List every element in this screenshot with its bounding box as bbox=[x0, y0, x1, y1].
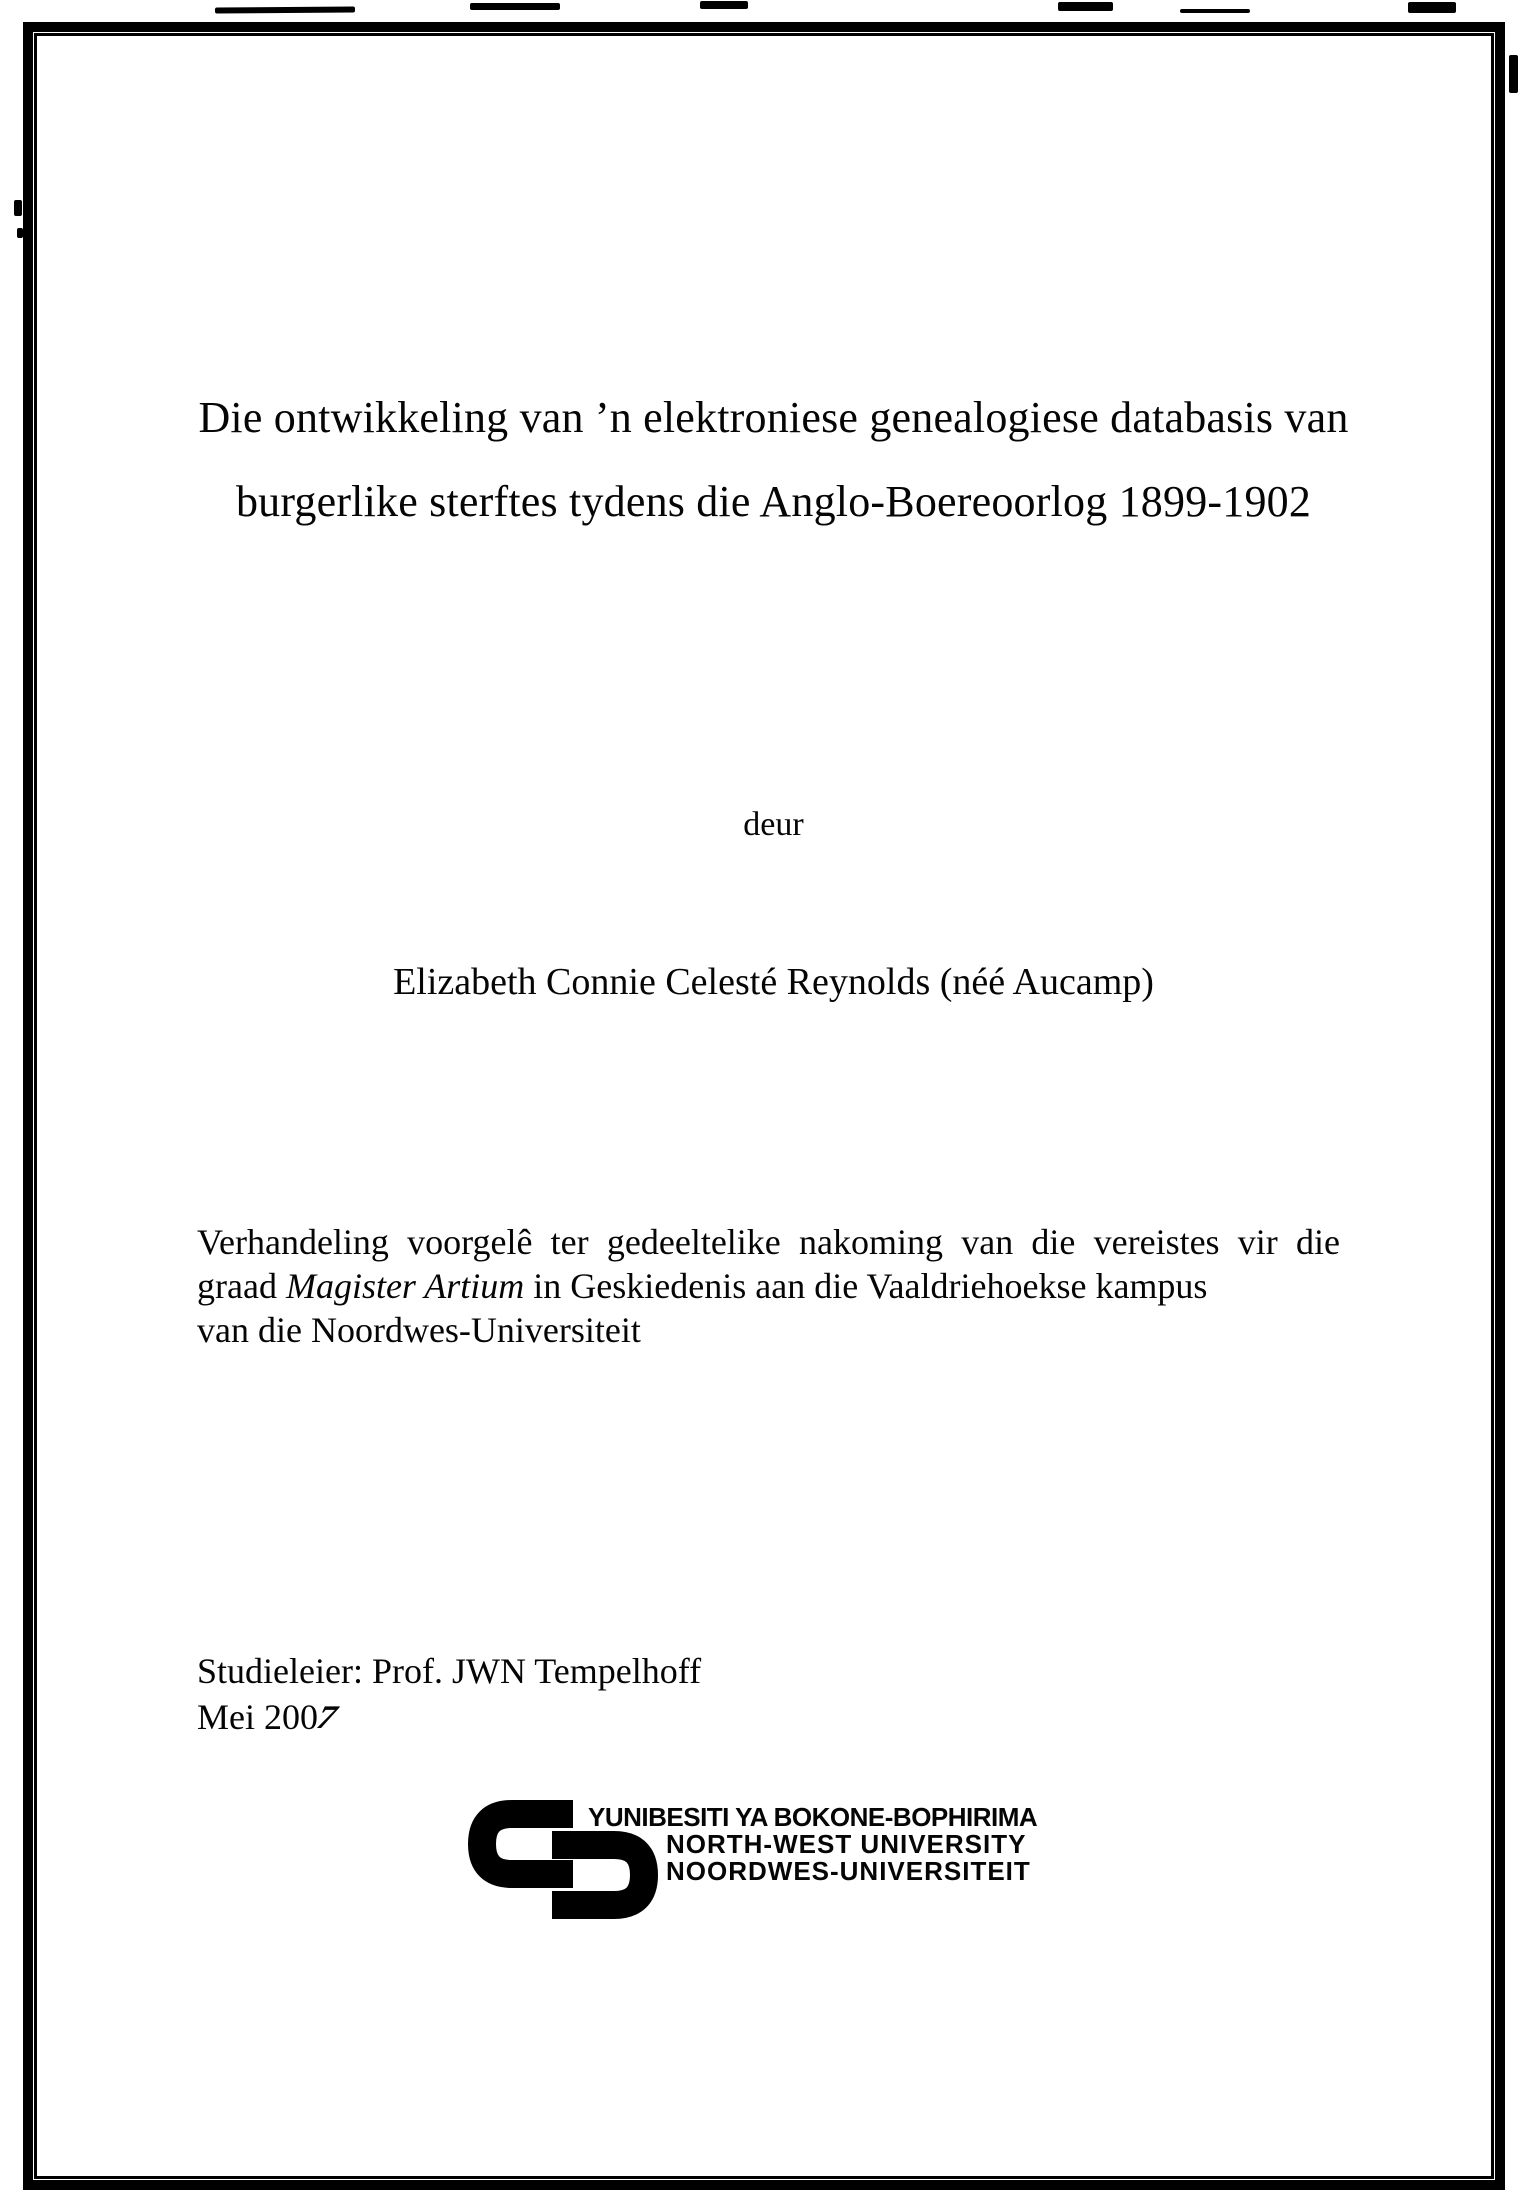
logo-line-english: NORTH-WEST UNIVERSITY bbox=[666, 1829, 1027, 1859]
supervisor-block bbox=[197, 1648, 701, 1740]
date-prefix: Mei 200 bbox=[197, 1697, 318, 1737]
scan-artifact bbox=[1509, 55, 1518, 93]
submission-statement bbox=[197, 1220, 1340, 1352]
scan-artifact bbox=[1180, 9, 1250, 13]
logo-line-setswana: YUNIBESITI YA BOKONE-BOPHIRIMA bbox=[588, 1802, 1038, 1832]
submission-line-2-suffix: in Geskiedenis aan die Vaaldriehoekse kampus bbox=[524, 1266, 1208, 1306]
date-last-digit: 7 bbox=[309, 1698, 345, 1736]
submission-line-3: van die Noordwes-Universiteit bbox=[197, 1310, 641, 1350]
scan-artifact bbox=[700, 1, 748, 9]
logo-line-afrikaans: NOORDWES-UNIVERSITEIT bbox=[666, 1856, 1031, 1886]
author-name: Elizabeth Connie Celesté Reynolds (néé Aucamp) bbox=[393, 961, 1154, 1003]
scan-artifact bbox=[1408, 2, 1456, 13]
date-line bbox=[197, 1694, 701, 1740]
university-logo-text bbox=[588, 1804, 1037, 1885]
submission-line-2 bbox=[197, 1264, 1340, 1308]
supervisor-line: Studieleier: Prof. JWN Tempelhoff bbox=[197, 1651, 702, 1691]
scan-artifact bbox=[1058, 2, 1113, 11]
byline-deur: deur bbox=[743, 806, 804, 843]
scan-artifact bbox=[215, 7, 355, 14]
scan-artifact bbox=[470, 3, 560, 10]
title-line-1: Die ontwikkeling van ’n elektroniese genealogiese databasis van bbox=[198, 393, 1349, 442]
scan-artifact bbox=[14, 200, 22, 216]
submission-line-2-prefix: graad bbox=[197, 1266, 286, 1306]
degree-name-italic: Magister Artium bbox=[285, 1266, 525, 1306]
title-line-2: burgerlike sterftes tydens die Anglo-Boereoorlog 1899-1902 bbox=[235, 477, 1312, 526]
university-logo bbox=[468, 1798, 1088, 1938]
submission-line-1: Verhandeling voorgelê ter gedeeltelike nakoming van die vereistes vir die bbox=[197, 1222, 1340, 1262]
